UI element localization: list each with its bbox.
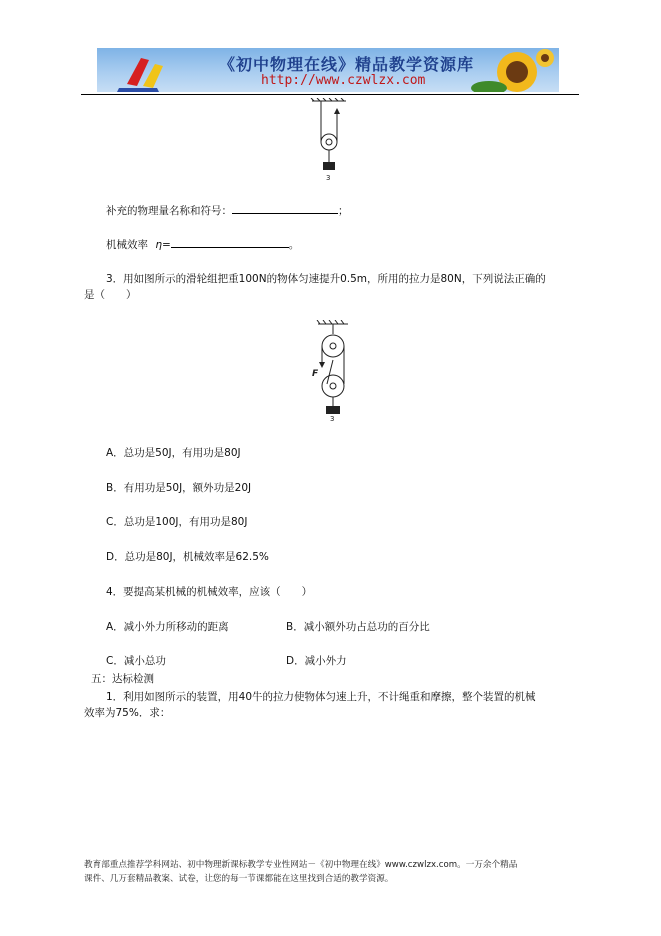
question3-line1: 3．用如图所示的滑轮组把重100N的物体匀速提升0.5m，所用的拉力是80N，下列说法正确的 [106, 273, 546, 285]
header-divider [81, 94, 579, 95]
logo-yellow-stroke-icon [143, 64, 163, 88]
footer-line2: 课件、几万套精品教案、试卷，让您的每一节课都能在这里找到合适的教学资源。 [84, 874, 394, 884]
banner-url: http://www.czwlzx.com [261, 73, 426, 88]
efficiency-label: 机械效率 [106, 239, 148, 251]
header-banner [97, 48, 559, 92]
question4-option-d[interactable]: D．减小外力 [286, 655, 347, 667]
supplement-end: ； [338, 205, 349, 217]
sunflower-icon [471, 49, 554, 92]
question4-option-c[interactable]: C．减小总功 [106, 655, 166, 667]
footer-line1: 教育部重点推荐学科网站、初中物理新课标教学专业性网站－《初中物理在线》www.czwlzx.com。一万余个精品 [84, 860, 518, 870]
logo-base-icon [117, 88, 159, 92]
supplement-label: 补充的物理量名称和符号： [106, 205, 232, 217]
section5-line1: 1．利用如图所示的装置，用40牛的拉力使物体匀速上升，不计绳重和摩擦，整个装置的机械 [106, 691, 536, 703]
question4-stem: 4．要提高某机械的机械效率，应该（ ） [106, 586, 313, 598]
question3-option-b[interactable]: B．有用功是50J，额外功是20J [106, 482, 252, 494]
section5-line2: 效率为75%．求： [84, 707, 171, 719]
question3-option-c[interactable]: C．总功是100J，有用功是80J [106, 516, 248, 528]
banner-title: 《初中物理在线》精品教学资源库 [219, 55, 475, 74]
svg-text:3: 3 [326, 174, 331, 182]
efficiency-blank[interactable] [171, 236, 289, 248]
efficiency-line [106, 236, 299, 252]
force-label: F [312, 369, 319, 379]
question3-line2: 是（ ） [84, 289, 137, 301]
pulley-figure-2 [308, 320, 358, 422]
section5-heading: 五：达标检测 [91, 673, 154, 685]
supplement-line [106, 202, 349, 218]
question3-option-d[interactable]: D．总功是80J，机械效率是62.5% [106, 551, 269, 563]
supplement-blank[interactable] [232, 202, 338, 214]
efficiency-end: 。 [288, 239, 300, 251]
question4-option-b[interactable]: B．减小额外功占总功的百分比 [286, 621, 430, 633]
footer [84, 858, 584, 886]
svg-text:3: 3 [330, 415, 335, 422]
question3-option-a[interactable]: A．总功是50J，有用功是80J [106, 447, 241, 459]
pulley-figure-1 [306, 98, 352, 184]
efficiency-symbol: η= [155, 239, 171, 251]
question4-option-a[interactable]: A．减小外力所移动的距离 [106, 621, 229, 633]
